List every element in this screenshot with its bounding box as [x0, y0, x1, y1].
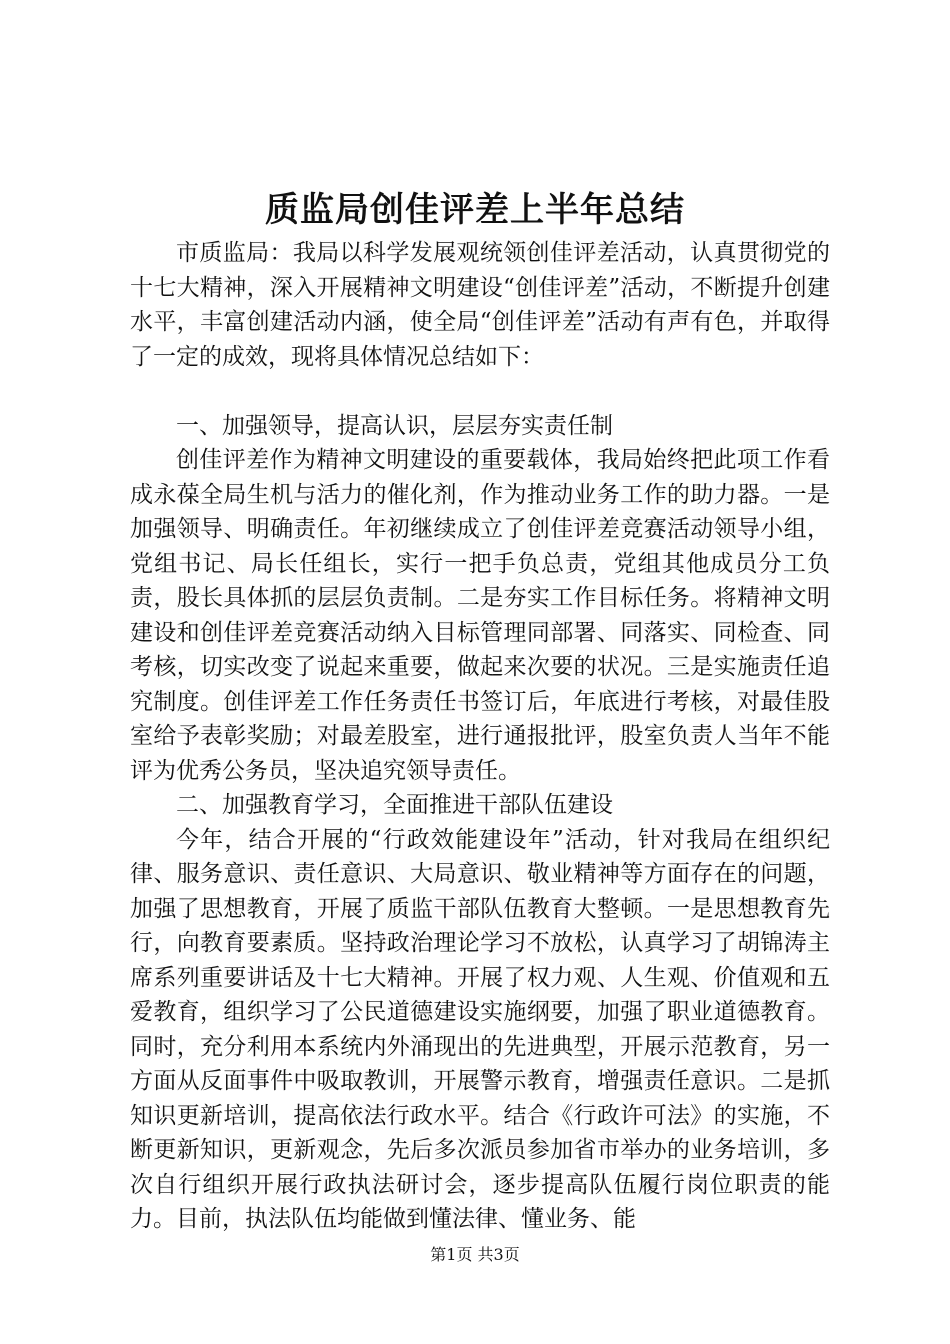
section-1-paragraph: 创佳评差作为精神文明建设的重要载体，我局始终把此项工作看成永葆全局生机与活力的催化剂，作为推动业务工作的助力器。一是加强领导、明确责任。年初继续成立了创佳评差竞赛活动领导小组，党组书记、局长任组长，实行一把手负总责，党组其他成员分工负责，股长具体抓的层层负责制。二是夯实工作目标任务。将精神文明建设和创佳评差竞赛活动纳入目标管理同部署、同落实、同检查、同考核，切实改变了说起来重要，做起来次要的状况。三是实施责任追究制度。创佳评差工作任务责任书签订后，年底进行考核，对最佳股室给予表彰奖励；对最差股室，进行通报批评，股室负责人当年不能评为优秀公务员，坚决追究领导责任。 [130, 447, 830, 784]
section-heading-1: 一、加强领导，提高认识，层层夯实责任制 [176, 412, 613, 439]
document-title: 质监局创佳评差上半年总结 [265, 190, 685, 230]
section-2-paragraph: 今年，结合开展的“行政效能建设年”活动，针对我局在组织纪律、服务意识、责任意识、大局意识、敬业精神等方面存在的问题，加强了思想教育，开展了质监干部队伍教育大整顿。一是思想教育先行，向教育要素质。坚持政治理论学习不放松，认真学习了胡锦涛主席系列重要讲话及十七大精神。开展了权力观、人生观、价值观和五爱教育，组织学习了公民道德建设实施纲要，加强了职业道德教育。同时，充分利用本系统内外涌现出的先进典型，开展示范教育，另一方面从反面事件中吸取教训，开展警示教育，增强责任意识。二是抓知识更新培训，提高依法行政水平。结合《行政许可法》的实施，不断更新知识，更新观念，先后多次派员参加省市举办的业务培训，多次自行组织开展行政执法研讨会，逐步提高队伍履行岗位职责的能力。目前，执法队伍均能做到懂法律、懂业务、能 [130, 826, 830, 1232]
intro-paragraph: 市质监局：我局以科学发展观统领创佳评差活动，认真贯彻党的十七大精神，深入开展精神文明建设“创佳评差”活动，不断提升创建水平，丰富创建活动内涵，使全局“创佳评差”活动有声有色，并取得了一定的成效，现将具体情况总结如下： [130, 240, 830, 370]
page-footer: 第1页 共3页 [430, 1245, 520, 1264]
section-heading-2: 二、加强教育学习，全面推进干部队伍建设 [176, 792, 613, 818]
document-body [130, 236, 830, 1237]
